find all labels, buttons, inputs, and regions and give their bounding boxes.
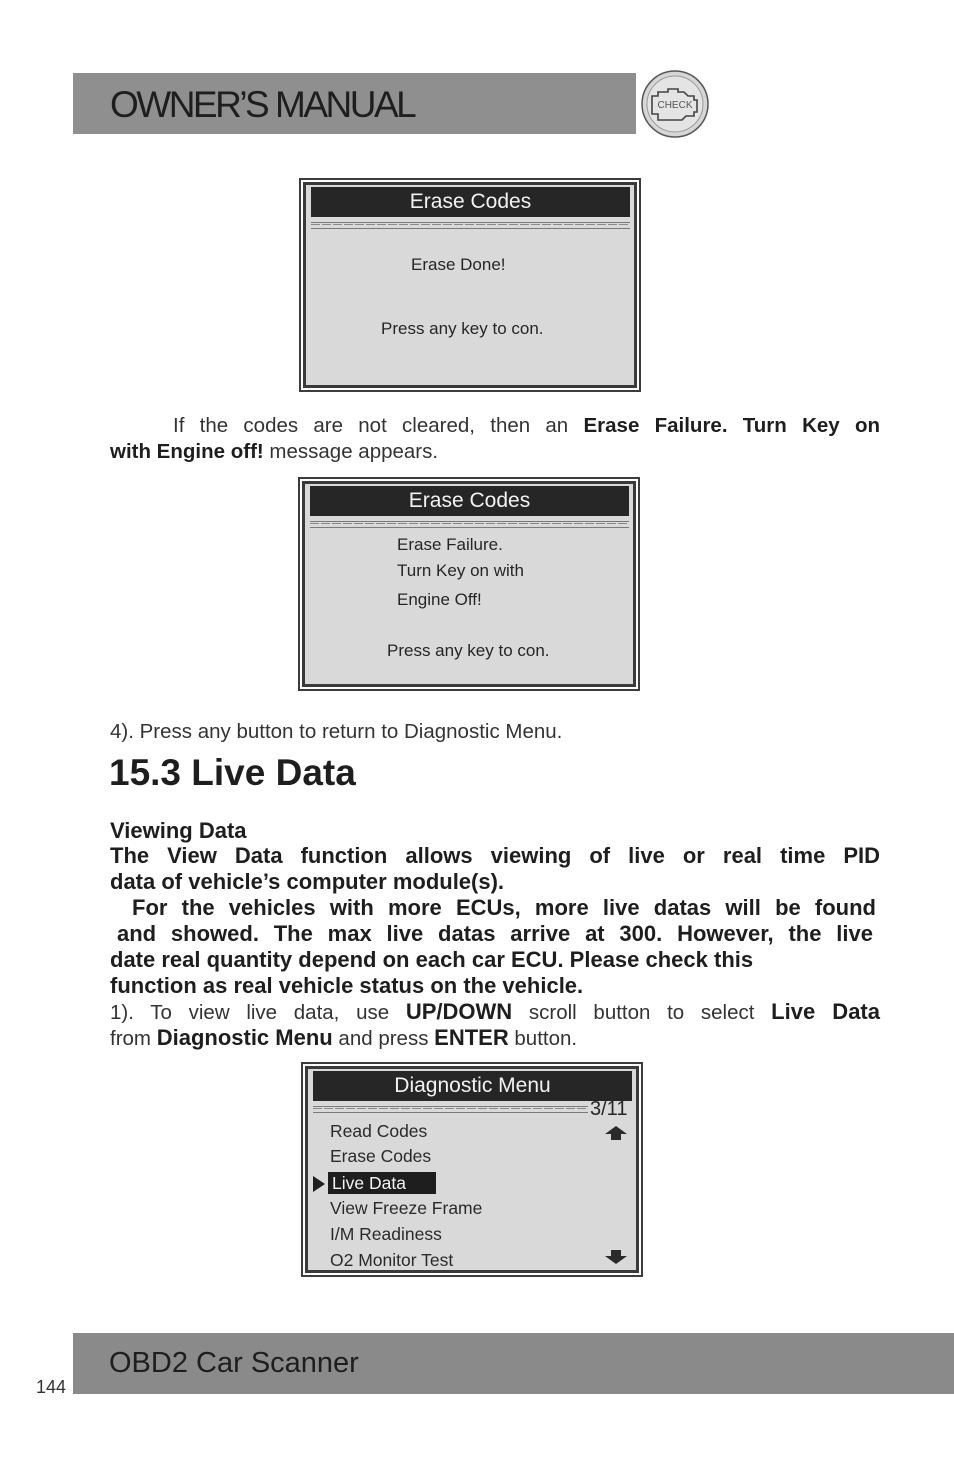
erase-done-screen (299, 178, 641, 392)
scroll-up-icon[interactable] (604, 1125, 628, 1146)
failure-line-2: Turn Key on with (397, 561, 524, 580)
badge-text: CHECK (657, 100, 693, 111)
press-key-text: Press any key to con. (381, 319, 544, 338)
failure-line-1: Erase Failure. (397, 535, 503, 554)
screen-separator (313, 1106, 588, 1113)
subheading: Viewing Data (110, 818, 247, 843)
bold-paragraph-line: function as real vehicle status on the vehicle. (110, 973, 584, 998)
section-heading: 15.3 Live Data (109, 752, 356, 793)
paragraph-line: If the codes are not cleared, then an Erase Failure. Turn Key on (173, 414, 880, 437)
scroll-down-icon[interactable] (604, 1249, 628, 1270)
press-key-text: Press any key to con. (387, 641, 550, 660)
paragraph-line: with Engine off! message appears. (110, 440, 439, 463)
menu-item-read-codes[interactable]: Read Codes (330, 1121, 428, 1141)
step-1-line: 1). To view live data, use UP/DOWN scroll button to select Live Data (110, 999, 880, 1024)
menu-item-view-freeze-frame[interactable]: View Freeze Frame (330, 1198, 483, 1218)
screen-separator (311, 222, 630, 229)
erase-done-text: Erase Done! (411, 255, 506, 274)
bold-paragraph-line: data of vehicle’s computer module(s). (110, 869, 505, 894)
screen-title: Erase Codes (311, 187, 630, 217)
bold-paragraph-line: date real quantity depend on each car ECU. Please check this (110, 947, 754, 972)
page-indicator: 3/11 (590, 1098, 628, 1120)
selection-arrow-icon (312, 1175, 326, 1198)
failure-line-3: Engine Off! (397, 590, 482, 609)
menu-item-live-data[interactable]: Live Data (328, 1172, 436, 1194)
check-engine-icon (640, 70, 710, 138)
screen-separator (310, 521, 629, 528)
page-title: OWNER’S MANUAL (110, 84, 415, 125)
footer-title: OBD2 Car Scanner (109, 1347, 359, 1379)
screen-title: Erase Codes (310, 486, 629, 516)
menu-item-erase-codes[interactable]: Erase Codes (330, 1146, 432, 1166)
page-number: 144 (36, 1377, 67, 1397)
erase-failure-screen (298, 477, 640, 691)
menu-item-im-readiness[interactable]: I/M Readiness (330, 1224, 442, 1244)
menu-item-o2-monitor-test[interactable]: O2 Monitor Test (330, 1250, 454, 1270)
bold-paragraph-line: For the vehicles with more ECUs, more live datas will be found (132, 895, 876, 920)
step-1-line: from Diagnostic Menu and press ENTER button. (110, 1025, 578, 1050)
bold-paragraph-line: and showed. The max live datas arrive at 300. However, the live (117, 921, 873, 946)
step-4-text: 4). Press any button to return to Diagnostic Menu. (110, 720, 563, 743)
diagnostic-menu-screen (301, 1062, 643, 1277)
bold-paragraph-line: The View Data function allows viewing of live or real time PID (110, 843, 880, 868)
screen-title: Diagnostic Menu (313, 1071, 632, 1101)
